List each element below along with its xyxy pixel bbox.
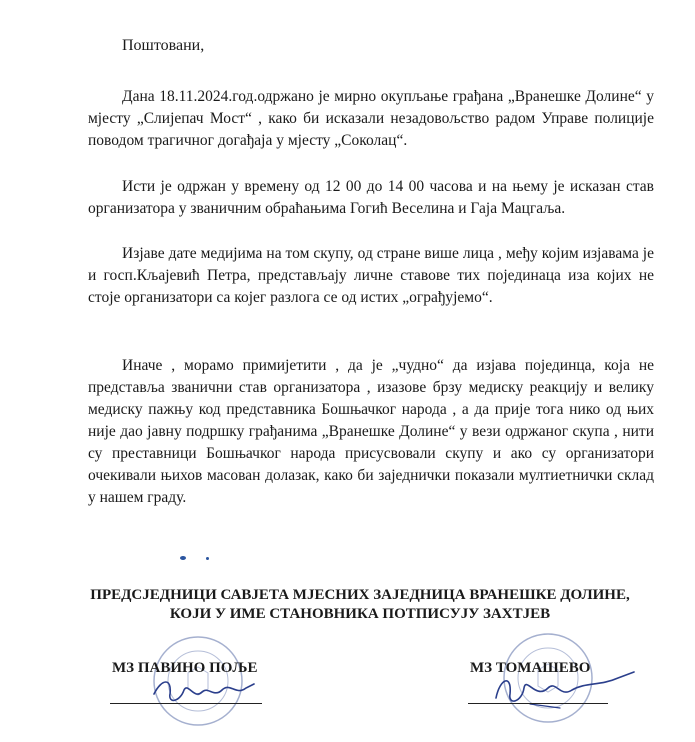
- handwritten-signature-left: [150, 672, 260, 712]
- signatory-label-tomasevo: МЗ ТОМАШЕВО: [470, 660, 591, 676]
- ink-mark: [206, 557, 209, 560]
- signatory-label-pavino-polje: МЗ ПАВИНО ПОЉЕ: [112, 660, 258, 676]
- signature-line-right: [468, 703, 608, 704]
- handwritten-signature-right: [490, 664, 640, 714]
- paragraph-4: Иначе , морамо примијетити , да је „чудно“ да изјава појединца, која не представља званични став организатора , изазове брзу медиску реакцију и велику медиску пажњу код представника Бошњачког народа , а да прије тога нико од њих није дао јавну подршку грађанима „Вранешке Долине“ у вези одржаног скупа , нити су преставници Бошњачког народа присусвовали скупу и ако су организатори очекивали њихов масован долазак, како би заједнички показали мултиетнички склад у нашем граду.: [88, 357, 654, 506]
- paragraph-2: Исти је одржан у времену од 12 00 до 14 00 часова и на њему је исказан став организатора у званичним обраћањима Гогић Веселина и Гаја Мацгаља.: [88, 178, 654, 217]
- paragraph-3: Изјаве дате медијима на том скупу, од стране више лица , међу којим изјавама је и госп.Кљајевић Петра, представљају личне ставове тих појединаца иза којих не стоје организатори са којег разлога се од истих „ограђујемо“.: [88, 245, 654, 306]
- signatories-heading-line-2: КОЈИ У ИМЕ СТАНОВНИКА ПОТПИСУЈУ ЗАХТЈЕВ: [169, 606, 551, 622]
- signatories-heading-line-1: ПРЕДСЈЕДНИЦИ САВЈЕТА МЈЕСНИХ ЗАЈЕДНИЦА ВРАНЕШКЕ ДОЛИНЕ,: [90, 587, 630, 603]
- letter-greeting: Поштовани,: [122, 37, 205, 54]
- paragraph-1: Дана 18.11.2024.год.одржано је мирно окупљање грађана „Вранешке Долине“ у мјесту „Слијепач Мост“ , како би исказали незадовољство радом Управе полиције поводом трагичног догађаја у мјесту „Соколац“.: [88, 88, 654, 149]
- signature-line-left: [110, 703, 262, 704]
- ink-mark: [180, 556, 186, 560]
